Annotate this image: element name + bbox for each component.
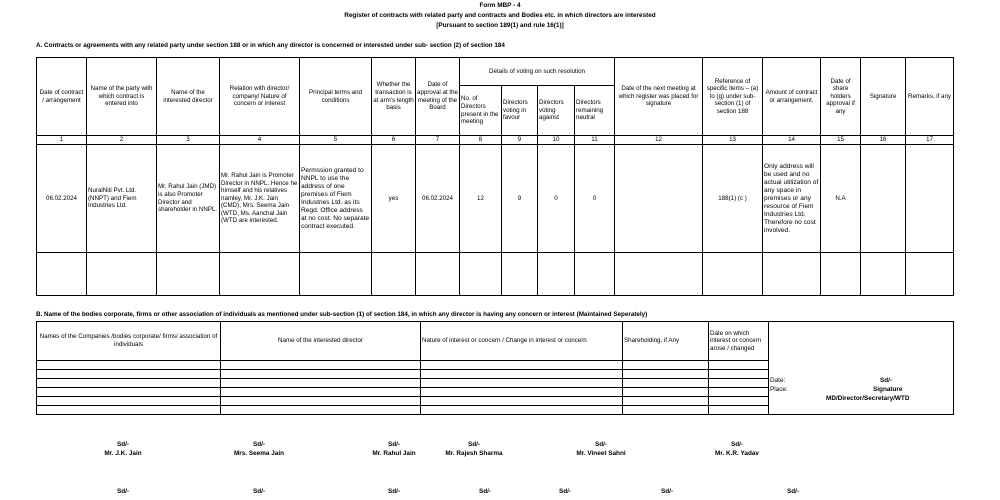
signatory-name: Mr. Rahul Jain bbox=[372, 450, 416, 457]
col-number: 11 bbox=[575, 136, 615, 145]
signatory-rahul-jain bbox=[349, 440, 439, 458]
signatory-name: Mr. K.R. Yadav bbox=[715, 450, 759, 457]
col-companies: Names of the Companies /bodies corporate/ firms/ association of individuals bbox=[37, 322, 221, 361]
signatory-name: Mr. Rajesh Sharma bbox=[445, 450, 503, 457]
table-row bbox=[37, 145, 954, 253]
signature-value bbox=[861, 145, 906, 253]
rule-reference: [Pursuant to section 189(1) and rule 16(1)] bbox=[436, 22, 564, 29]
interested-director: Mr. Rahul Jain (JMD) is also Promoter Director and shareholder in NNPL. bbox=[157, 145, 220, 253]
signatory-vineet-sahni bbox=[556, 440, 646, 458]
col-voting-favour: Directors voting in favour bbox=[502, 86, 538, 136]
col-number: 5 bbox=[300, 136, 372, 145]
col-remarks: Remarks, if any bbox=[906, 58, 954, 136]
signatory-name: Mr. J.K. Jain bbox=[104, 450, 142, 457]
col-shareholder-approval: Date of share holders approval if any bbox=[821, 58, 861, 136]
date-label: Date: bbox=[770, 377, 786, 384]
signatory-name: Mrs. Seema Jain bbox=[233, 450, 285, 457]
shareholder-approval-value: N.A bbox=[821, 145, 861, 253]
sd-mark-bottom: Sd/- bbox=[478, 488, 492, 495]
voting-favour-value: 9 bbox=[502, 145, 538, 253]
signatory-jk-jain bbox=[78, 440, 168, 458]
col-number: 3 bbox=[157, 136, 220, 145]
contracts-table bbox=[36, 57, 954, 296]
section-a-heading: A. Contracts or agreements with any related party under section 188 or in which any director is concerned or interested under sub- section (2) of section 184 bbox=[36, 42, 505, 49]
col-number: 6 bbox=[372, 136, 416, 145]
party-name: NuralNiti Pvt. Ltd. (NNPT) and Fiem Industries Ltd. bbox=[87, 145, 157, 253]
col-next-meeting: Date of the next meeting at which register was placed for signature bbox=[615, 58, 703, 136]
sd-mark-bottom: Sd/- bbox=[252, 488, 266, 495]
col-voting-against: Directors voting against bbox=[538, 86, 575, 136]
col-interested-director-b: Name of the interested director bbox=[221, 322, 421, 361]
col-number: 2 bbox=[87, 136, 157, 145]
signatory-seema-jain bbox=[214, 440, 304, 458]
relation-text: Mr. Rahul Jain is Promoter Director in NNPL. Hence he himself and his relatives namley, Mr. J.K. Jain (CMD), Mrs. Seema Jain (WTD, Ms. Aanchal Jain (WTD are interested. bbox=[220, 145, 300, 253]
col-number: 17 bbox=[906, 136, 954, 145]
col-number: 7 bbox=[416, 136, 460, 145]
sd-mark-bottom: Sd/- bbox=[558, 488, 572, 495]
sd-mark-bottom: Sd/- bbox=[387, 488, 401, 495]
directors-present-value: 12 bbox=[460, 145, 502, 253]
col-number: 15 bbox=[821, 136, 861, 145]
signature-sd: Sd/- bbox=[880, 377, 893, 384]
col-amount: Amount of contract or arrangement. bbox=[763, 58, 821, 136]
col-relation: Relation with director/ company/ Nature of concern or interest bbox=[220, 58, 300, 136]
next-meeting-value bbox=[615, 145, 703, 253]
register-title: Register of contracts with related party and contracts and Bodies etc. in which directors are interested bbox=[344, 12, 656, 19]
sd-mark: Sd/- bbox=[252, 441, 266, 448]
col-number: 1 bbox=[37, 136, 87, 145]
col-number: 4 bbox=[220, 136, 300, 145]
contract-date: 06.02.2024 bbox=[37, 145, 87, 253]
col-number: 14 bbox=[763, 136, 821, 145]
section-b-heading: B. Name of the bodies corporate, firms or other association of individuals as mentioned under sub-section (1) of section 184, in which any director is having any concern or interest (Maintained Seperately) bbox=[36, 311, 648, 318]
arms-length-value: yes bbox=[372, 145, 416, 253]
form-number: Form MBP - 4 bbox=[479, 2, 521, 9]
col-principal-terms: Principal terms and conditions bbox=[300, 58, 372, 136]
sd-mark: Sd/- bbox=[594, 441, 608, 448]
sd-mark: Sd/- bbox=[730, 441, 744, 448]
voting-group-header: Details of voting on such resolution bbox=[460, 58, 615, 86]
col-approval-date: Date of approval at the meeting of the Board bbox=[416, 58, 460, 136]
col-date-arose: Date on which interest or concern arose / changed bbox=[709, 322, 769, 361]
approval-date: 06.02.2024 bbox=[416, 145, 460, 253]
signatory-rajesh-sharma bbox=[429, 440, 519, 458]
col-shareholding: Shareholding, if Any bbox=[623, 322, 709, 361]
col-party-name: Name of the party with which contract is entered into bbox=[87, 58, 157, 136]
col-signature: Signature bbox=[861, 58, 906, 136]
sd-mark-bottom: Sd/- bbox=[116, 488, 130, 495]
col-interested-director: Name of the interested director bbox=[157, 58, 220, 136]
col-number: 9 bbox=[502, 136, 538, 145]
bodies-corporate-table bbox=[36, 321, 954, 415]
col-number: 13 bbox=[703, 136, 763, 145]
sd-mark-bottom: Sd/- bbox=[660, 488, 674, 495]
col-number: 8 bbox=[460, 136, 502, 145]
signatory-kr-yadav bbox=[692, 440, 782, 458]
sd-mark: Sd/- bbox=[467, 441, 481, 448]
sd-mark-bottom: Sd/- bbox=[786, 488, 800, 495]
column-number-row bbox=[37, 136, 954, 145]
sd-mark: Sd/- bbox=[116, 441, 130, 448]
signature-label: Signature bbox=[873, 386, 903, 393]
col-nature-of-interest: Nature of interest or concern / Change in interest or concern bbox=[421, 322, 623, 361]
col-arms-length: Whether the transaction is at arm's length basis bbox=[372, 58, 416, 136]
reference-value: 188(1) (c ) bbox=[703, 145, 763, 253]
col-reference: Reference of specific items – (a) to (g) under sub-section (1) of section 188 bbox=[703, 58, 763, 136]
col-date-of-contract: Date of contract / arrangement bbox=[37, 58, 87, 136]
place-label: Place: bbox=[770, 386, 788, 393]
signature-block bbox=[769, 322, 954, 415]
sd-mark: Sd/- bbox=[387, 441, 401, 448]
signatory-name: Mr. Vineet Sahni bbox=[576, 450, 626, 457]
voting-against-value: 0 bbox=[538, 145, 575, 253]
principal-terms: Permssion granted to NNPL to use the address of one premises of Fiem Industries Ltd. as its Regd. Office address at no cost. No separate contract executed. bbox=[300, 145, 372, 253]
remaining-neutral-value: 0 bbox=[575, 145, 615, 253]
remarks-value bbox=[906, 145, 954, 253]
col-number: 10 bbox=[538, 136, 575, 145]
designation-label: MD/Director/Secretary/WTD bbox=[826, 395, 910, 402]
col-remaining-neutral: Directors remaining neutral bbox=[575, 86, 615, 136]
col-directors-present: No. of Directors present in the meeting bbox=[460, 86, 502, 136]
table-row bbox=[37, 253, 954, 296]
col-number: 12 bbox=[615, 136, 703, 145]
amount-value: Only address will be used and no actual utilization of any space in premises or any resource of Fiem Industries Ltd. Therefore no cost involved. bbox=[763, 145, 821, 253]
col-number: 16 bbox=[861, 136, 906, 145]
